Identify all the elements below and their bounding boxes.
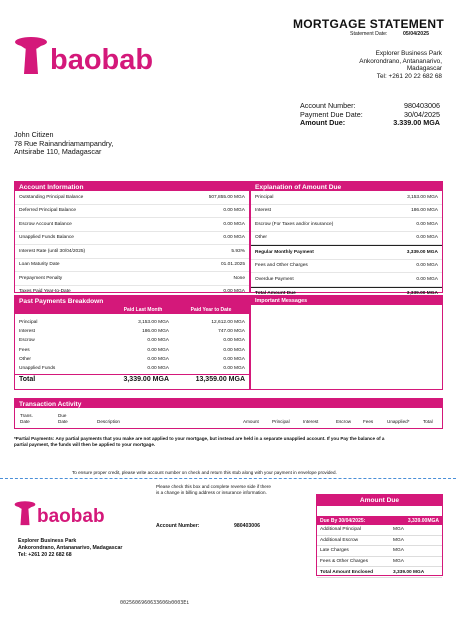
stub-row-label: Late Charges xyxy=(320,548,349,554)
row-label: Principal xyxy=(255,194,274,200)
payment-label: Other xyxy=(19,356,31,362)
account-info-section xyxy=(14,181,250,293)
row-value: None xyxy=(233,275,245,281)
account-info-title: Account Information xyxy=(15,182,249,191)
col-principal: Principal xyxy=(272,419,290,424)
payment-row xyxy=(15,364,249,373)
stub-bank-addr: Ankorondrano, Antananarivo, Madagascar xyxy=(18,545,123,551)
row-label: Taxes Paid Year-to-Date xyxy=(19,289,71,295)
row-value: 3,339.00 MGA xyxy=(406,249,438,255)
row-label: Deferred Principal Balance xyxy=(19,208,77,214)
stub-row-value: MGA xyxy=(393,559,404,565)
tear-line xyxy=(0,478,456,479)
payment-row xyxy=(15,327,249,336)
col-total: Total xyxy=(423,419,433,424)
row-label: Prepayment Penalty xyxy=(19,275,63,281)
stub-row-value: MGA xyxy=(393,537,404,543)
stub-amount-due-title: Amount Due xyxy=(317,495,442,506)
past-payments-total-row xyxy=(15,374,249,384)
bank-name: Explorer Business Park xyxy=(375,50,442,57)
stub-row-label: Fees & Other Charges xyxy=(320,559,368,565)
payment-last-month: 0.00 MGA xyxy=(147,338,169,344)
stub-row-value: MGA xyxy=(393,548,404,554)
stub-row xyxy=(317,557,442,568)
stub-row-label: Additional Escrow xyxy=(320,537,359,543)
amount-due-label: Amount Due: xyxy=(300,118,346,127)
customer-addr1: 78 Rue Rainandriamampandry, xyxy=(14,138,114,148)
stub-row xyxy=(317,567,442,578)
row-value: 0.00 MGA xyxy=(416,276,438,282)
past-payments-section xyxy=(14,295,250,390)
stub-bank-name: Explorer Business Park xyxy=(18,538,77,544)
info-row xyxy=(251,205,442,219)
col-fees: Fees xyxy=(363,419,374,424)
customer-address xyxy=(14,131,113,157)
info-row xyxy=(15,205,249,219)
past-payments-title: Past Payments Breakdown xyxy=(15,296,249,305)
transaction-activity-title: Transaction Activity xyxy=(15,399,442,408)
payment-last-month: 0.00 MGA xyxy=(147,356,169,362)
stub-row-label: Additional Principal xyxy=(320,527,361,533)
stub-due-by-label: Due By 30/04/2025: xyxy=(320,517,366,524)
row-label: Overdue Payment xyxy=(255,276,294,282)
row-label: Interest xyxy=(255,208,271,214)
col-trans-date: Trans. Date xyxy=(20,413,33,424)
col-escrow: Escrow xyxy=(336,419,352,424)
info-row xyxy=(15,272,249,286)
info-row xyxy=(251,260,442,274)
row-value: 186.00 MGA xyxy=(411,208,438,214)
payment-row xyxy=(15,355,249,364)
row-value: 0.00 MGA xyxy=(416,235,438,241)
important-messages-section xyxy=(250,295,443,390)
col-description: Description xyxy=(97,419,120,424)
payment-label: Escrow xyxy=(19,338,35,344)
row-label: Regular Monthly Payment xyxy=(255,249,314,255)
account-number-label: Account Number: xyxy=(300,101,356,110)
bank-addr2: Madagascar xyxy=(406,65,442,72)
row-value: 0.00 MGA xyxy=(416,221,438,227)
statement-title: MORTGAGE STATEMENT xyxy=(293,17,444,31)
total-label: Total xyxy=(19,376,36,384)
payment-last-month: 186.00 MGA xyxy=(142,329,169,335)
stub-row xyxy=(317,546,442,557)
payment-row xyxy=(15,336,249,345)
info-row xyxy=(251,273,442,287)
stub-baobab-tree-icon xyxy=(14,500,36,527)
important-messages-title: Important Messages xyxy=(251,296,442,305)
col-amount: Amount xyxy=(243,419,259,424)
stub-bank-address xyxy=(18,538,122,559)
payment-label: Interest xyxy=(19,329,35,335)
payment-last-month: 3,153.00 MGA xyxy=(138,320,169,326)
check-note-line2: is a change in billing address or insurance information. xyxy=(156,490,267,495)
payment-last-month: 0.00 MGA xyxy=(147,366,169,372)
account-summary xyxy=(300,102,440,128)
payment-ytd: 0.00 MGA xyxy=(223,366,245,372)
payment-label: Fees xyxy=(19,347,30,353)
transaction-columns xyxy=(15,408,442,426)
info-row xyxy=(251,218,442,232)
account-number-value: 980403006 xyxy=(404,101,440,110)
stub-brand-logo xyxy=(14,500,105,527)
row-label: Outstanding Principal Balance xyxy=(19,194,84,200)
explanation-title: Explanation of Amount Due xyxy=(251,182,442,191)
col-interest: Interest xyxy=(303,419,319,424)
row-value: 3,153.00 MGA xyxy=(407,194,438,200)
info-row xyxy=(251,191,442,205)
stub-account-value: 980403006 xyxy=(234,523,260,529)
amount-due-value: 3.339.00 MGA xyxy=(393,118,440,127)
info-row xyxy=(15,259,249,273)
payment-last-month: 0.00 MGA xyxy=(147,347,169,353)
row-value: 01.01.2025 xyxy=(220,262,245,268)
stub-amount-due-box xyxy=(316,494,443,576)
customer-addr2: Antsirabe 110, Madagascar xyxy=(14,147,102,156)
stub-due-by-row xyxy=(317,516,442,525)
info-row xyxy=(15,245,249,259)
row-label: Fees and Other Charges xyxy=(255,263,308,269)
payment-row xyxy=(15,346,249,355)
stub-row xyxy=(317,536,442,547)
total-last-month: 3,339.00 MGA xyxy=(123,376,169,384)
check-box-note xyxy=(156,484,271,496)
row-value: 0.00 MGA xyxy=(416,263,438,269)
info-row xyxy=(15,191,249,205)
row-value: 0.00 MGA xyxy=(223,235,245,241)
row-value: 3,339.00 MGA xyxy=(406,291,438,297)
stub-bank-tel: Tel: +261 20 22 682 68 xyxy=(18,552,72,558)
partial-payments-note: *Partial Payments: Any partial payments that you make are not applied to your mortgage, but instead are held in a separate unapplied account. If you Pay the balance of a partial payment, the funds will then be applied to your mortgage. xyxy=(14,436,385,447)
row-label: Unapplied Funds Balance xyxy=(19,235,74,241)
payment-label: Unapplied Funds xyxy=(19,366,56,372)
row-value: 0.00 MGA xyxy=(223,221,245,227)
brand-logo xyxy=(14,36,153,76)
payment-ytd: 747.00 MGA xyxy=(218,329,245,335)
due-date-label: Payment Due Date: xyxy=(300,109,363,119)
statement-date-label: Statement Date: xyxy=(350,31,388,37)
proper-credit-note: To ensure proper credit, please write account number on check and return this stub along with your payment in envelope provided. xyxy=(72,470,337,475)
statement-date-value: 05/04/2025 xyxy=(403,31,429,37)
payment-ytd: 12,612.00 MGA xyxy=(211,320,245,326)
transaction-activity-section xyxy=(14,398,443,429)
check-note-line1: Please check this box and complete reverse side if there xyxy=(156,484,271,489)
info-row xyxy=(15,232,249,246)
stub-due-by-value: 3,339.00MGA xyxy=(407,517,439,524)
explanation-section xyxy=(250,181,443,297)
row-label: Interest Rate (until 30/04/2025) xyxy=(19,248,86,254)
row-label: Other xyxy=(255,235,267,241)
info-row xyxy=(15,218,249,232)
due-date-value: 30/04/2025 xyxy=(404,109,440,119)
stub-account-label: Account Number: xyxy=(156,523,200,529)
baobab-tree-icon xyxy=(14,36,48,76)
payment-ytd: 0.00 MGA xyxy=(223,347,245,353)
stub-row-value: 3,339.00 MGA xyxy=(393,569,425,575)
bank-addr1: Ankorondrano, Antananarivo, xyxy=(359,57,442,65)
col-due-date: Due Date xyxy=(58,413,68,424)
row-label: Escrow (For Taxes and/or insurance) xyxy=(255,221,334,227)
row-value: 5.93% xyxy=(231,248,245,254)
bank-tel: Tel: +261 20 22 682 68 xyxy=(376,72,442,80)
row-value: 507,855.00 MGA xyxy=(208,194,245,200)
paid-last-month-header: Paid Last Month xyxy=(123,306,163,313)
row-label: Total Amount Due xyxy=(255,291,296,297)
total-ytd: 13,359.00 MGA xyxy=(195,376,245,384)
col-unapplied: Unapplied* xyxy=(387,419,410,424)
row-value: 0.00 MGA xyxy=(223,208,245,214)
paid-ytd-header: Paid Year to Date xyxy=(190,306,232,313)
payment-label: Principal xyxy=(19,320,38,326)
payment-ytd: 0.00 MGA xyxy=(223,338,245,344)
row-label: Escrow Account Balance xyxy=(19,221,72,227)
micr-line: 0025606960633606b0003Ei xyxy=(120,600,190,606)
info-row xyxy=(251,232,442,246)
customer-name: John Citizen xyxy=(14,130,54,139)
row-value: 0.00 MGA xyxy=(223,289,245,295)
payment-row xyxy=(15,318,249,327)
row-label: Loan Maturity Date xyxy=(19,262,60,268)
bank-address xyxy=(302,50,442,80)
stub-row-label: Total Amount Enclosed xyxy=(320,569,374,575)
stub-brand-name: baobab xyxy=(37,506,105,527)
stub-row-value: MGA xyxy=(393,527,404,533)
stub-row xyxy=(317,525,442,536)
brand-name: baobab xyxy=(50,44,154,76)
payment-ytd: 0.00 MGA xyxy=(223,356,245,362)
info-row xyxy=(251,245,442,260)
